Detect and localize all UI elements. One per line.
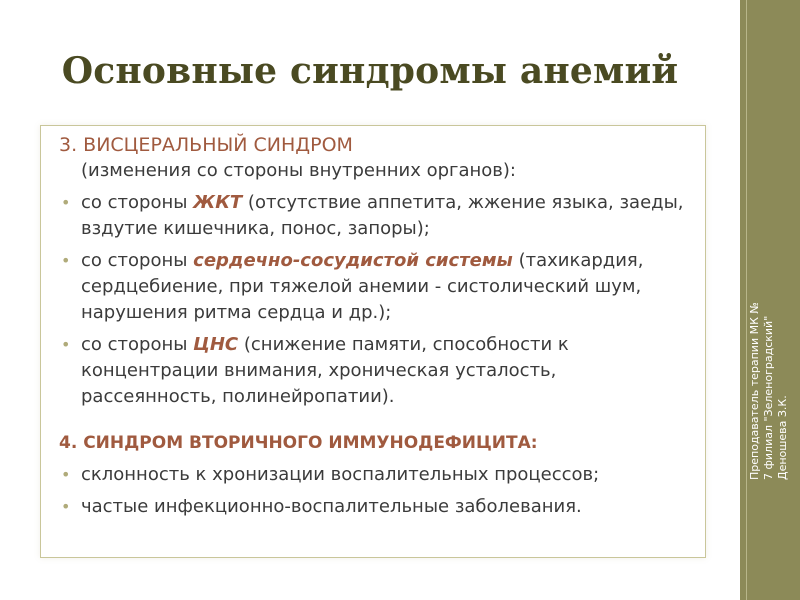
section-3-subheading: (изменения со стороны внутренних органов): xyxy=(81,160,516,181)
item-prefix: со стороны xyxy=(81,334,194,355)
item-prefix: со стороны xyxy=(81,250,194,271)
bullet-icon: • xyxy=(61,193,71,212)
section-4-heading: 4. СИНДРОМ ВТОРИЧНОГО ИММУНОДЕФИЦИТА: xyxy=(59,433,538,453)
section-3-list xyxy=(59,190,689,410)
sidebar-divider xyxy=(746,0,747,600)
list-item xyxy=(59,190,689,242)
sidebar-line-2: 7 филиал "Зеленоградский" xyxy=(762,315,775,480)
item-text: склонность к хронизации воспалительных процессов; xyxy=(81,464,600,485)
item-text: (снижение памяти, способности к концентрации внимания, хроническая усталость, рассеянность, полинейропатии). xyxy=(81,334,569,407)
item-emphasis: сердечно-сосудистой системы xyxy=(193,250,513,271)
list-item xyxy=(59,248,689,326)
list-item xyxy=(59,462,689,488)
item-text: (тахикардия, сердцебиение, при тяжелой анемии - систолический шум, нарушения ритма сердца и др.); xyxy=(81,250,644,323)
section-3-heading: 3. ВИСЦЕРАЛЬНЫЙ СИНДРОМ xyxy=(59,134,353,156)
bullet-icon: • xyxy=(61,251,71,270)
section-4-list xyxy=(59,462,689,520)
list-item xyxy=(59,332,689,410)
sidebar-line-1: Преподаватель терапии МК № xyxy=(748,302,761,480)
sidebar xyxy=(740,0,800,600)
item-prefix: со стороны xyxy=(81,192,194,213)
bullet-icon: • xyxy=(61,465,71,484)
content-box xyxy=(40,125,706,558)
list-item xyxy=(59,494,689,520)
item-emphasis: ЦНС xyxy=(193,334,239,355)
bullet-icon: • xyxy=(61,497,71,516)
item-text: (отсутствие аппетита, жжение языка, заеды, вздутие кишечника, понос, запоры); xyxy=(81,192,684,239)
spacer xyxy=(59,410,689,430)
sidebar-author-caption xyxy=(748,60,790,480)
sidebar-line-3: Деношева З.К. xyxy=(776,395,789,480)
item-text: частые инфекционно-воспалительные заболевания. xyxy=(81,496,582,517)
content-text xyxy=(59,132,689,520)
bullet-icon: • xyxy=(61,335,71,354)
item-emphasis: ЖКТ xyxy=(193,192,243,213)
slide-title: Основные синдромы анемий xyxy=(61,50,679,92)
